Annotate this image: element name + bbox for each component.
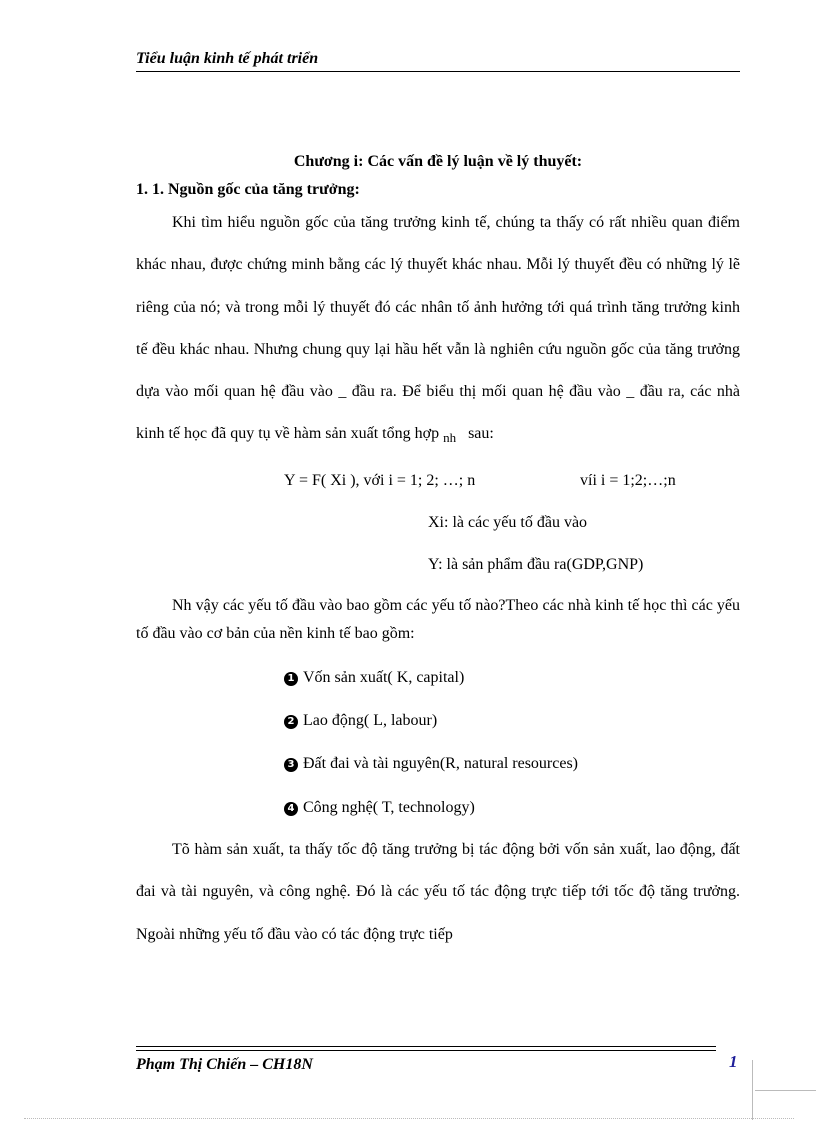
factor-label: Lao động( L, labour) xyxy=(303,712,438,730)
footer-author: Phạm Thị Chiến – CH18N xyxy=(136,1056,313,1073)
paragraph-3: Tõ hàm sản xuất, ta thấy tốc độ tăng trưởng bị tác động bởi vốn sản xuất, lao động, đất đai và tài nguyên, và công nghệ. Đó là các yếu tố tác động trực tiếp tới tốc độ tăng trưởng. Ngoài những yếu tố đầu vào có tác động trực tiếp xyxy=(136,840,740,943)
factor-label: Đất đai và tài nguyên(R, natural resources) xyxy=(303,755,579,773)
header-rule xyxy=(136,71,740,72)
definition-y: Y: là sản phẩm đầu ra(GDP,GNP) xyxy=(428,555,644,573)
formula-row xyxy=(136,460,740,502)
number-4-icon: 4 xyxy=(284,802,298,816)
paragraph-1-small: nh xyxy=(443,430,457,446)
paragraph-1-end: sau: xyxy=(468,425,494,443)
factor-item xyxy=(136,656,740,699)
section-title: 1. 1. Nguồn gốc của tăng trưởng: xyxy=(136,181,360,198)
factor-item xyxy=(136,742,740,785)
chapter-title: Chương i: Các vấn đề lý luận về lý thuyết: xyxy=(293,153,583,170)
number-1-icon: 1 xyxy=(284,672,298,686)
factor-item xyxy=(136,786,740,829)
definition-x: Xi: là các yếu tố đầu vào xyxy=(428,513,588,531)
paragraph-2: Nh vậy các yếu tố đầu vào bao gồm các yếu tố nào?Theo các nhà kinh tế học thì các yếu tố đầu vào cơ bản của nền kinh tế bao gồm: xyxy=(136,596,740,642)
page-number: 1 xyxy=(729,1052,738,1071)
paragraph-1-text: Khi tìm hiểu nguồn gốc của tăng trưởng kinh tế, chúng ta thấy có rất nhiều quan điểm khác nhau, được chứng minh bằng các lý thuyết khác nhau. Mỗi lý thuyết đều có những lý lẽ riêng của nó; và trong mỗi lý thuyết đó các nhân tố ảnh hưởng tới quá trình tăng trưởng kinh tế đều khác nhau. Nhưng chung quy lại hầu hết vẫn là nghiên cứu nguồn gốc của tăng trưởng dựa vào mối quan hệ đầu vào _ đầu ra. Để biểu thị mối quan hệ đầu vào _ đầu ra, các nhà kinh tế học đã quy tụ về hàm sản xuất tổng hợp xyxy=(136,214,740,443)
footer-rule-bottom xyxy=(136,1050,716,1051)
margin-horizontal-line xyxy=(755,1090,816,1091)
factor-list xyxy=(136,656,740,829)
number-3-icon: 3 xyxy=(284,758,298,772)
margin-vertical-line xyxy=(752,1060,753,1120)
factor-item xyxy=(136,699,740,742)
header-title: Tiểu luận kinh tế phát triển xyxy=(136,50,319,67)
factor-label: Công nghệ( T, technology) xyxy=(303,798,475,816)
paragraph-1 xyxy=(136,202,740,460)
bottom-dotted-line xyxy=(24,1118,794,1119)
factor-label: Vốn sản xuất( K, capital) xyxy=(303,668,465,686)
formula-note: víi i = 1;2;…;n xyxy=(580,471,676,489)
production-function: Y = F( Xi ), với i = 1; 2; …; n xyxy=(284,471,476,489)
footer-rule-top xyxy=(136,1046,716,1047)
document-body xyxy=(136,150,740,956)
number-2-icon: 2 xyxy=(284,715,298,729)
